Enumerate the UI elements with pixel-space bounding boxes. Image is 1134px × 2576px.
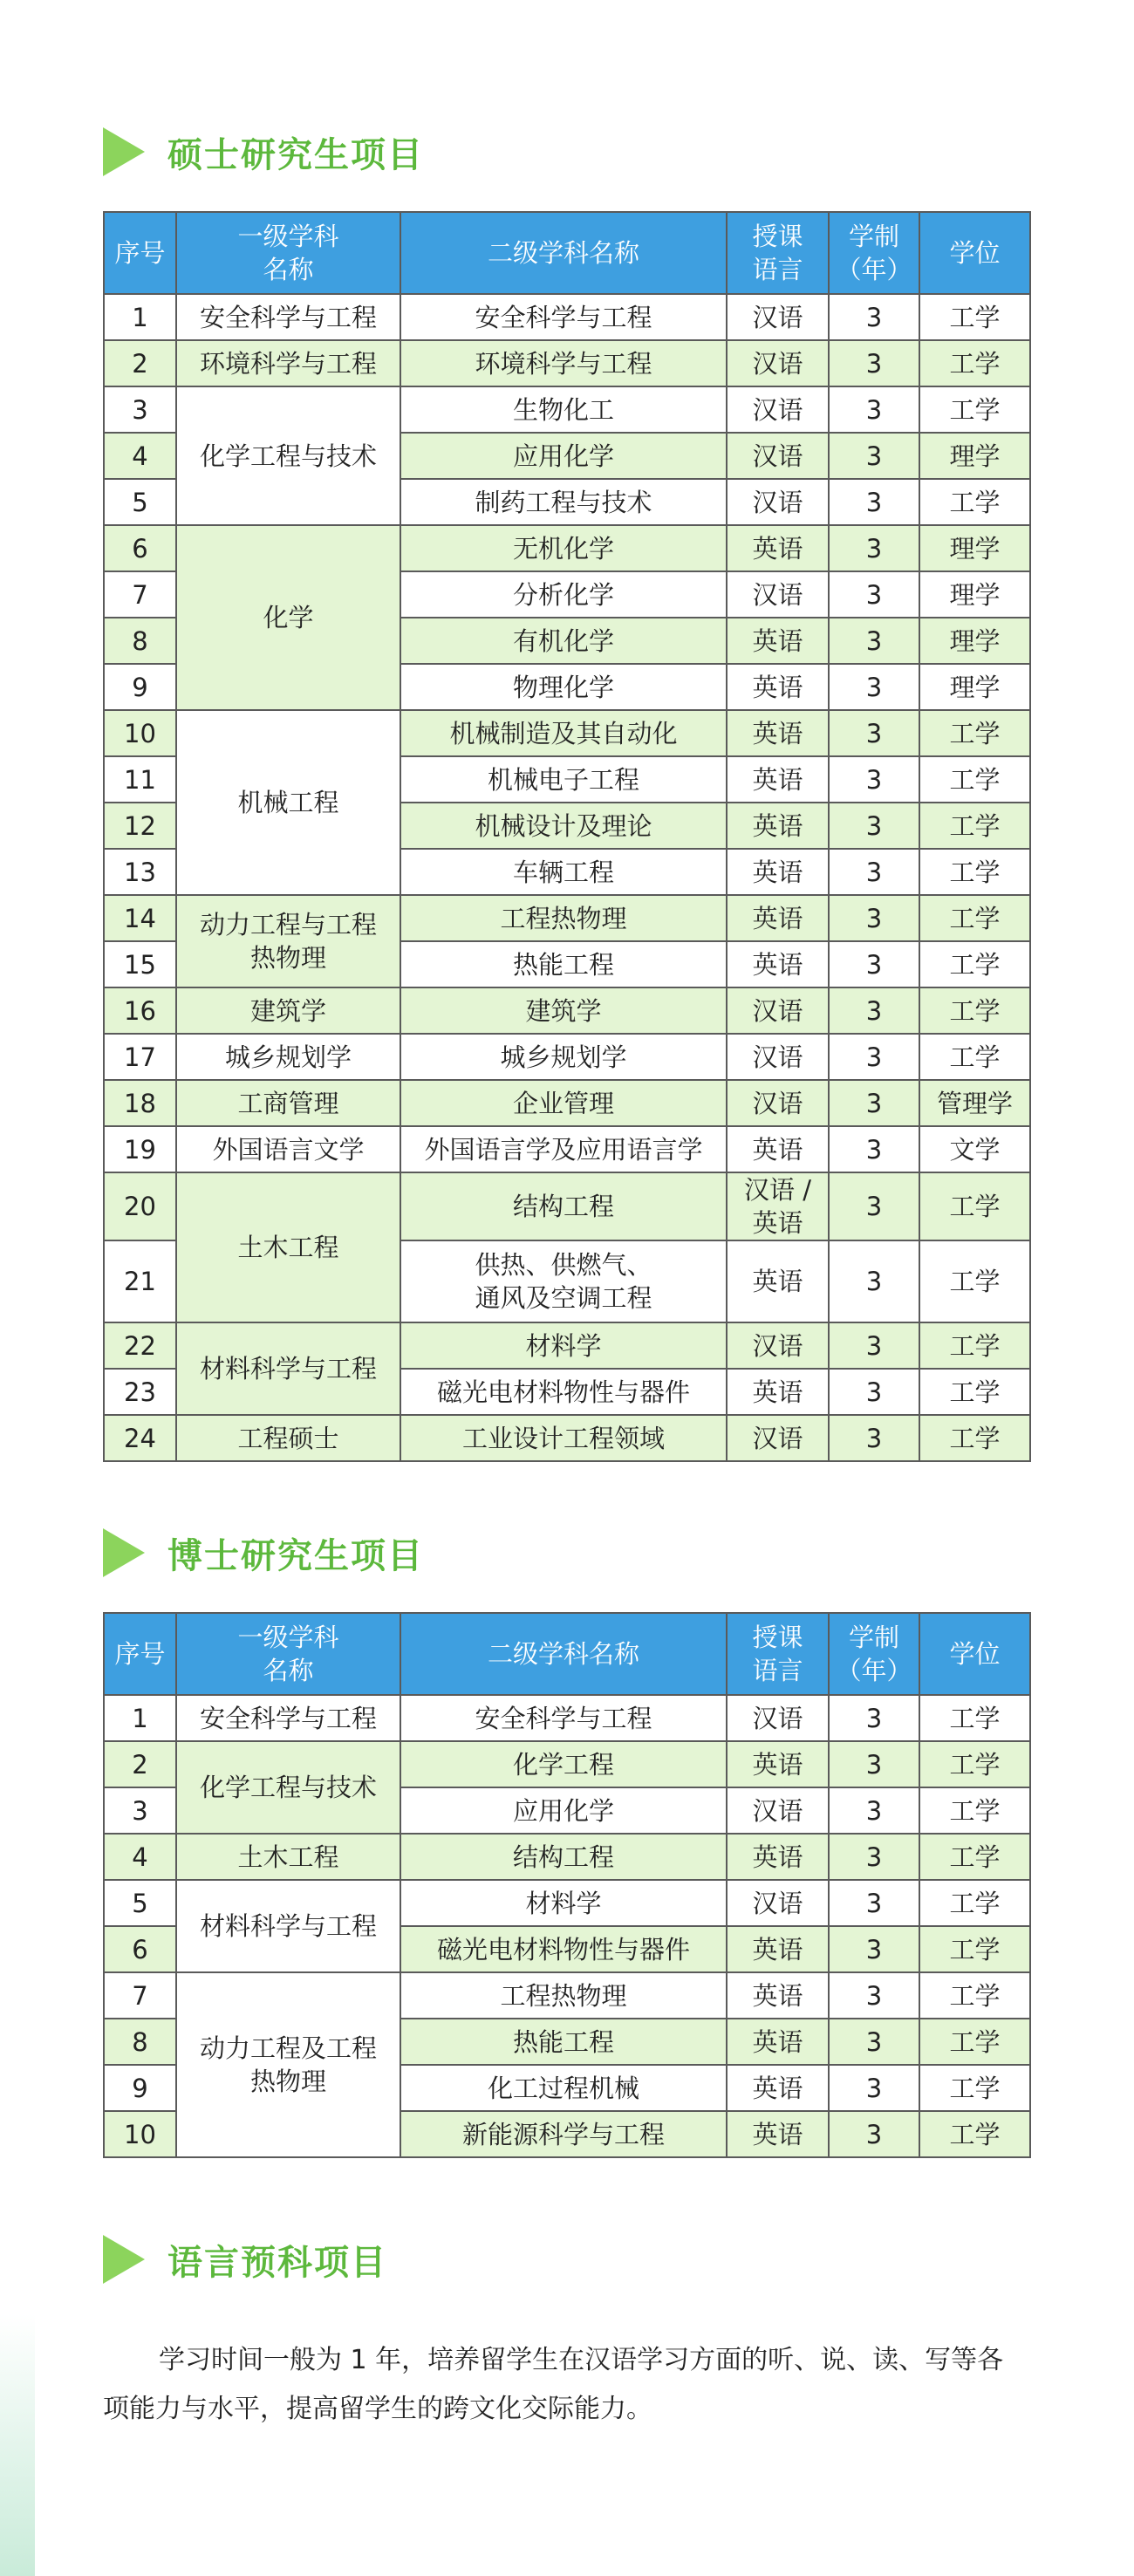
- cell-second-subject: 机械制造及其自动化: [400, 710, 727, 756]
- cell-degree: 工学: [919, 340, 1030, 386]
- masters-table: [103, 211, 1031, 1462]
- cell-no: 21: [104, 1240, 176, 1322]
- cell-second-subject: 供热、供燃气、 通风及空调工程: [400, 1240, 727, 1322]
- cell-first-subject: 外国语言文学: [176, 1126, 400, 1172]
- cell-duration: 3: [829, 1240, 919, 1322]
- cell-language: 汉语: [727, 987, 829, 1034]
- cell-second-subject: 新能源科学与工程: [400, 2111, 727, 2157]
- header-duration: 学制 （年）: [829, 1613, 919, 1695]
- table-header-row: [104, 212, 1030, 294]
- cell-duration: 3: [829, 1415, 919, 1461]
- cell-degree: 工学: [919, 1415, 1030, 1461]
- cell-language: 英语: [727, 2111, 829, 2157]
- cell-no: 7: [104, 1972, 176, 2019]
- header-degree: 学位: [919, 212, 1030, 294]
- cell-degree: 工学: [919, 1369, 1030, 1415]
- cell-first-subject: 工商管理: [176, 1080, 400, 1126]
- language-title: 语言预科项目: [167, 2241, 387, 2283]
- cell-language: 汉语 / 英语: [727, 1172, 829, 1240]
- cell-no: 12: [104, 803, 176, 849]
- cell-no: 19: [104, 1126, 176, 1172]
- cell-second-subject: 有机化学: [400, 618, 727, 664]
- table-header-row: [104, 1613, 1030, 1695]
- cell-language: 英语: [727, 895, 829, 941]
- cell-first-subject: 动力工程与工程 热物理: [176, 895, 400, 987]
- cell-degree: 工学: [919, 386, 1030, 433]
- cell-second-subject: 化学工程: [400, 1741, 727, 1787]
- cell-duration: 3: [829, 1172, 919, 1240]
- cell-degree: 工学: [919, 2019, 1030, 2065]
- cell-duration: 3: [829, 987, 919, 1034]
- cell-first-subject: 安全科学与工程: [176, 1695, 400, 1741]
- cell-second-subject: 无机化学: [400, 525, 727, 571]
- cell-degree: 工学: [919, 1926, 1030, 1972]
- cell-duration: 3: [829, 2065, 919, 2111]
- cell-second-subject: 工业设计工程领域: [400, 1415, 727, 1461]
- cell-degree: 工学: [919, 1972, 1030, 2019]
- cell-first-subject: 机械工程: [176, 710, 400, 895]
- cell-second-subject: 热能工程: [400, 941, 727, 987]
- cell-duration: 3: [829, 1926, 919, 1972]
- cell-second-subject: 安全科学与工程: [400, 1695, 727, 1741]
- cell-degree: 工学: [919, 849, 1030, 895]
- cell-second-subject: 工程热物理: [400, 1972, 727, 2019]
- cell-second-subject: 外国语言学及应用语言学: [400, 1126, 727, 1172]
- cell-second-subject: 环境科学与工程: [400, 340, 727, 386]
- table-row: [104, 340, 1030, 386]
- cell-duration: 3: [829, 756, 919, 803]
- cell-no: 4: [104, 433, 176, 479]
- cell-second-subject: 工程热物理: [400, 895, 727, 941]
- cell-duration: 3: [829, 1369, 919, 1415]
- cell-no: 8: [104, 618, 176, 664]
- cell-language: 英语: [727, 1741, 829, 1787]
- cell-language: 汉语: [727, 340, 829, 386]
- language-heading: [103, 2235, 387, 2284]
- cell-language: 英语: [727, 1369, 829, 1415]
- cell-language: 英语: [727, 1972, 829, 2019]
- cell-second-subject: 材料学: [400, 1880, 727, 1926]
- cell-duration: 3: [829, 710, 919, 756]
- arrow-icon: [103, 1528, 145, 1577]
- cell-degree: 工学: [919, 710, 1030, 756]
- cell-second-subject: 企业管理: [400, 1080, 727, 1126]
- masters-title: 硕士研究生项目: [167, 133, 424, 175]
- cell-second-subject: 结构工程: [400, 1834, 727, 1880]
- arrow-icon: [103, 2235, 145, 2284]
- cell-first-subject: 环境科学与工程: [176, 340, 400, 386]
- cell-second-subject: 磁光电材料物性与器件: [400, 1926, 727, 1972]
- cell-duration: 3: [829, 618, 919, 664]
- cell-duration: 3: [829, 294, 919, 340]
- cell-language: 英语: [727, 941, 829, 987]
- table-row: [104, 1034, 1030, 1080]
- cell-first-subject: 土木工程: [176, 1834, 400, 1880]
- cell-first-subject: 化学工程与技术: [176, 1741, 400, 1834]
- cell-language: 汉语: [727, 386, 829, 433]
- cell-language: 汉语: [727, 1880, 829, 1926]
- table-row: [104, 386, 1030, 433]
- cell-language: 英语: [727, 710, 829, 756]
- cell-no: 2: [104, 1741, 176, 1787]
- cell-duration: 3: [829, 2019, 919, 2065]
- cell-duration: 3: [829, 803, 919, 849]
- table-row: [104, 1741, 1030, 1787]
- cell-no: 4: [104, 1834, 176, 1880]
- cell-no: 8: [104, 2019, 176, 2065]
- header-first-subject: 一级学科 名称: [176, 1613, 400, 1695]
- header-language: 授课 语言: [727, 1613, 829, 1695]
- cell-first-subject: 化学工程与技术: [176, 386, 400, 525]
- cell-duration: 3: [829, 1034, 919, 1080]
- cell-degree: 理学: [919, 525, 1030, 571]
- cell-no: 7: [104, 571, 176, 618]
- cell-second-subject: 应用化学: [400, 1787, 727, 1834]
- arrow-icon: [103, 127, 145, 176]
- cell-duration: 3: [829, 1972, 919, 2019]
- cell-second-subject: 分析化学: [400, 571, 727, 618]
- table-row: [104, 525, 1030, 571]
- cell-second-subject: 生物化工: [400, 386, 727, 433]
- cell-degree: 工学: [919, 941, 1030, 987]
- table-row: [104, 1880, 1030, 1926]
- cell-language: 汉语: [727, 1080, 829, 1126]
- cell-first-subject: 化学: [176, 525, 400, 710]
- cell-degree: 工学: [919, 987, 1030, 1034]
- table-row: [104, 1080, 1030, 1126]
- cell-second-subject: 安全科学与工程: [400, 294, 727, 340]
- cell-no: 10: [104, 2111, 176, 2157]
- cell-degree: 工学: [919, 1834, 1030, 1880]
- cell-first-subject: 材料科学与工程: [176, 1322, 400, 1415]
- cell-language: 英语: [727, 849, 829, 895]
- cell-second-subject: 制药工程与技术: [400, 479, 727, 525]
- cell-first-subject: 工程硕士: [176, 1415, 400, 1461]
- cell-degree: 理学: [919, 433, 1030, 479]
- cell-degree: 工学: [919, 2065, 1030, 2111]
- cell-language: 汉语: [727, 1695, 829, 1741]
- cell-duration: 3: [829, 1695, 919, 1741]
- cell-language: 英语: [727, 618, 829, 664]
- cell-duration: 3: [829, 1322, 919, 1369]
- table-row: [104, 1834, 1030, 1880]
- cell-no: 1: [104, 294, 176, 340]
- cell-duration: 3: [829, 895, 919, 941]
- cell-no: 11: [104, 756, 176, 803]
- table-row: [104, 1415, 1030, 1461]
- cell-duration: 3: [829, 2111, 919, 2157]
- cell-language: 英语: [727, 1926, 829, 1972]
- cell-first-subject: 动力工程及工程 热物理: [176, 1972, 400, 2157]
- cell-degree: 工学: [919, 479, 1030, 525]
- cell-no: 1: [104, 1695, 176, 1741]
- header-second-subject: 二级学科名称: [400, 1613, 727, 1695]
- cell-language: 英语: [727, 756, 829, 803]
- cell-language: 汉语: [727, 1034, 829, 1080]
- cell-language: 汉语: [727, 433, 829, 479]
- cell-no: 10: [104, 710, 176, 756]
- cell-no: 18: [104, 1080, 176, 1126]
- table-row: [104, 1695, 1030, 1741]
- cell-degree: 工学: [919, 1322, 1030, 1369]
- cell-degree: 理学: [919, 664, 1030, 710]
- cell-no: 23: [104, 1369, 176, 1415]
- cell-degree: 工学: [919, 1741, 1030, 1787]
- decorative-corner-strip: [0, 2314, 35, 2576]
- header-duration: 学制 （年）: [829, 212, 919, 294]
- cell-language: 汉语: [727, 1787, 829, 1834]
- cell-no: 9: [104, 2065, 176, 2111]
- cell-duration: 3: [829, 386, 919, 433]
- cell-no: 16: [104, 987, 176, 1034]
- cell-duration: 3: [829, 571, 919, 618]
- table-row: [104, 895, 1030, 941]
- header-first-subject: 一级学科 名称: [176, 212, 400, 294]
- cell-language: 英语: [727, 1240, 829, 1322]
- masters-heading: [103, 127, 424, 176]
- cell-degree: 工学: [919, 756, 1030, 803]
- cell-language: 汉语: [727, 1415, 829, 1461]
- cell-second-subject: 城乡规划学: [400, 1034, 727, 1080]
- cell-second-subject: 材料学: [400, 1322, 727, 1369]
- cell-language: 汉语: [727, 479, 829, 525]
- cell-language: 英语: [727, 803, 829, 849]
- cell-second-subject: 热能工程: [400, 2019, 727, 2065]
- cell-language: 英语: [727, 1126, 829, 1172]
- cell-second-subject: 化工过程机械: [400, 2065, 727, 2111]
- cell-second-subject: 磁光电材料物性与器件: [400, 1369, 727, 1415]
- cell-language: 汉语: [727, 294, 829, 340]
- cell-no: 6: [104, 1926, 176, 1972]
- cell-second-subject: 机械设计及理论: [400, 803, 727, 849]
- cell-degree: 工学: [919, 294, 1030, 340]
- header-language: 授课 语言: [727, 212, 829, 294]
- cell-no: 17: [104, 1034, 176, 1080]
- cell-duration: 3: [829, 1880, 919, 1926]
- cell-degree: 工学: [919, 1880, 1030, 1926]
- cell-duration: 3: [829, 1126, 919, 1172]
- table-row: [104, 1972, 1030, 2019]
- cell-no: 13: [104, 849, 176, 895]
- cell-degree: 工学: [919, 1034, 1030, 1080]
- cell-duration: 3: [829, 433, 919, 479]
- cell-no: 14: [104, 895, 176, 941]
- language-description: 学习时间一般为 1 年，培养留学生在汉语学习方面的听、说、读、写等各项能力与水平，提高留学生的跨文化交际能力。: [103, 2345, 1004, 2424]
- cell-no: 5: [104, 479, 176, 525]
- cell-degree: 工学: [919, 1240, 1030, 1322]
- cell-second-subject: 结构工程: [400, 1172, 727, 1240]
- cell-language: 英语: [727, 664, 829, 710]
- cell-second-subject: 建筑学: [400, 987, 727, 1034]
- cell-duration: 3: [829, 1080, 919, 1126]
- cell-no: 15: [104, 941, 176, 987]
- cell-degree: 工学: [919, 1172, 1030, 1240]
- cell-no: 3: [104, 386, 176, 433]
- cell-second-subject: 机械电子工程: [400, 756, 727, 803]
- cell-no: 20: [104, 1172, 176, 1240]
- cell-language: 英语: [727, 1834, 829, 1880]
- cell-second-subject: 车辆工程: [400, 849, 727, 895]
- cell-no: 22: [104, 1322, 176, 1369]
- table-row: [104, 1322, 1030, 1369]
- cell-degree: 理学: [919, 618, 1030, 664]
- header-no: 序号: [104, 212, 176, 294]
- cell-language: 汉语: [727, 571, 829, 618]
- cell-duration: 3: [829, 340, 919, 386]
- cell-degree: 文学: [919, 1126, 1030, 1172]
- cell-degree: 管理学: [919, 1080, 1030, 1126]
- table-row: [104, 1126, 1030, 1172]
- cell-language: 英语: [727, 2019, 829, 2065]
- table-row: [104, 294, 1030, 340]
- cell-degree: 理学: [919, 571, 1030, 618]
- cell-degree: 工学: [919, 803, 1030, 849]
- table-row: [104, 710, 1030, 756]
- cell-first-subject: 安全科学与工程: [176, 294, 400, 340]
- cell-language: 英语: [727, 525, 829, 571]
- cell-duration: 3: [829, 525, 919, 571]
- cell-no: 2: [104, 340, 176, 386]
- cell-no: 9: [104, 664, 176, 710]
- cell-degree: 工学: [919, 1695, 1030, 1741]
- cell-second-subject: 物理化学: [400, 664, 727, 710]
- cell-language: 英语: [727, 2065, 829, 2111]
- cell-no: 24: [104, 1415, 176, 1461]
- doctoral-title: 博士研究生项目: [167, 1534, 424, 1576]
- cell-duration: 3: [829, 664, 919, 710]
- header-degree: 学位: [919, 1613, 1030, 1695]
- cell-duration: 3: [829, 1834, 919, 1880]
- cell-duration: 3: [829, 1741, 919, 1787]
- cell-first-subject: 材料科学与工程: [176, 1880, 400, 1972]
- cell-degree: 工学: [919, 895, 1030, 941]
- cell-first-subject: 城乡规划学: [176, 1034, 400, 1080]
- cell-first-subject: 土木工程: [176, 1172, 400, 1322]
- cell-no: 3: [104, 1787, 176, 1834]
- cell-duration: 3: [829, 1787, 919, 1834]
- cell-degree: 工学: [919, 2111, 1030, 2157]
- table-row: [104, 1172, 1030, 1240]
- cell-language: 汉语: [727, 1322, 829, 1369]
- cell-duration: 3: [829, 479, 919, 525]
- cell-degree: 工学: [919, 1787, 1030, 1834]
- cell-second-subject: 应用化学: [400, 433, 727, 479]
- cell-duration: 3: [829, 941, 919, 987]
- cell-duration: 3: [829, 849, 919, 895]
- cell-no: 6: [104, 525, 176, 571]
- header-second-subject: 二级学科名称: [400, 212, 727, 294]
- table-row: [104, 987, 1030, 1034]
- header-no: 序号: [104, 1613, 176, 1695]
- doctoral-table: [103, 1612, 1031, 2158]
- doctoral-heading: [103, 1528, 424, 1577]
- cell-no: 5: [104, 1880, 176, 1926]
- cell-first-subject: 建筑学: [176, 987, 400, 1034]
